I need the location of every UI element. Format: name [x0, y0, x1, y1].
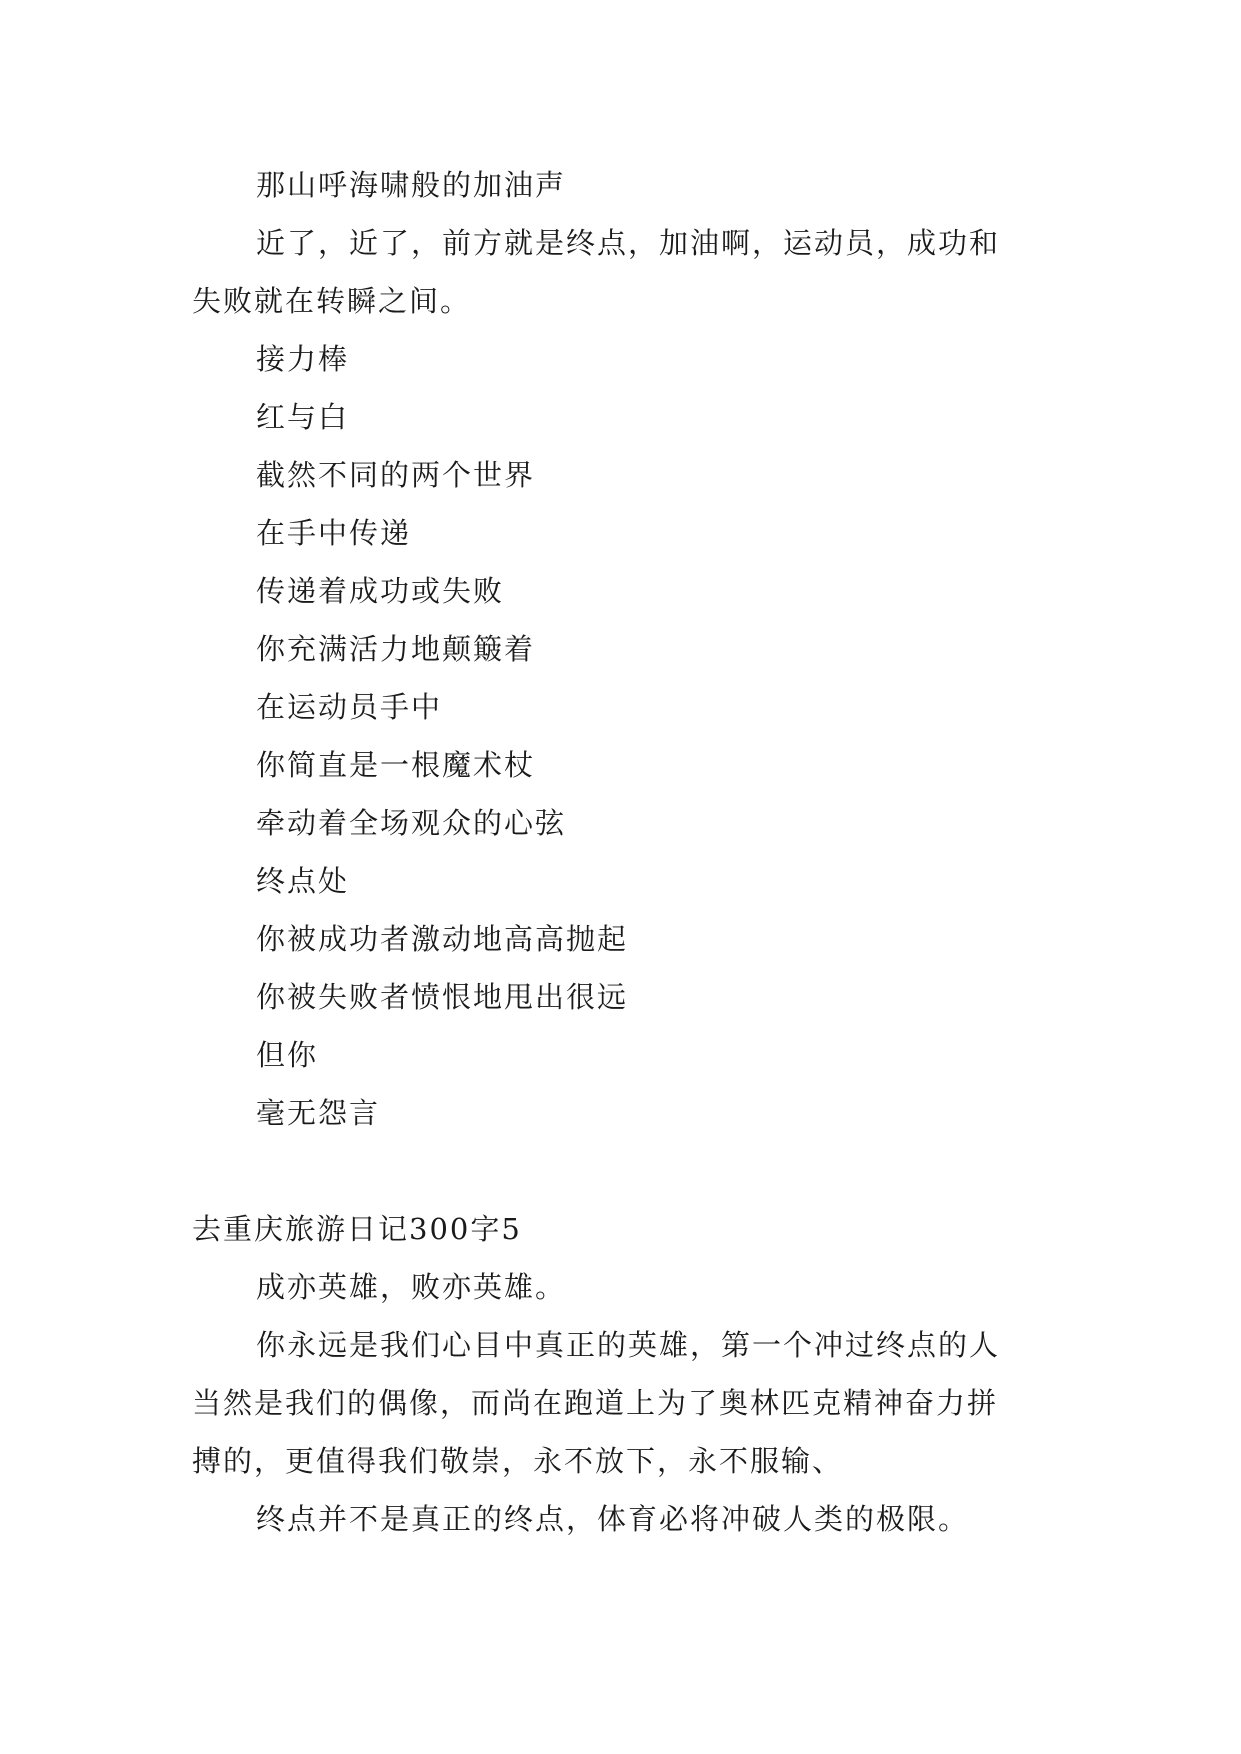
text-line: 红与白	[256, 400, 350, 434]
text-line: 你充满活力地颠簸着	[256, 632, 536, 666]
section-spacer	[192, 1142, 1062, 1200]
text-line: 在运动员手中	[256, 690, 443, 724]
text-line: 成亦英雄，败亦英雄。	[256, 1270, 567, 1304]
text-line: 近了，近了，前方就是终点，加油啊，运动员，成功和	[256, 226, 1001, 260]
text-line: 毫无怨言	[256, 1096, 381, 1130]
document-body	[192, 156, 1062, 1548]
text-line: 传递着成功或失败	[256, 574, 505, 608]
section-heading: 去重庆旅游日记300字5	[192, 1212, 522, 1246]
text-line: 那山呼海啸般的加油声	[256, 168, 567, 202]
text-line: 搏的，更值得我们敬崇，永不放下，永不服输、	[192, 1444, 844, 1478]
text-line: 当然是我们的偶像，而尚在跑道上为了奥林匹克精神奋力拼	[192, 1386, 999, 1420]
text-line: 你被失败者愤恨地甩出很远	[256, 980, 629, 1014]
text-line: 牵动着全场观众的心弦	[256, 806, 567, 840]
text-line: 你被成功者激动地高高抛起	[256, 922, 629, 956]
text-line: 你简直是一根魔术杖	[256, 748, 536, 782]
text-line: 在手中传递	[256, 516, 412, 550]
text-line: 终点并不是真正的终点，体育必将冲破人类的极限。	[256, 1502, 970, 1536]
text-line: 失败就在转瞬之间。	[192, 284, 472, 318]
text-line: 接力棒	[256, 342, 350, 376]
text-line: 截然不同的两个世界	[256, 458, 536, 492]
text-line: 终点处	[256, 864, 350, 898]
text-line: 但你	[256, 1038, 319, 1072]
text-line: 你永远是我们心目中真正的英雄，第一个冲过终点的人	[256, 1328, 1001, 1362]
